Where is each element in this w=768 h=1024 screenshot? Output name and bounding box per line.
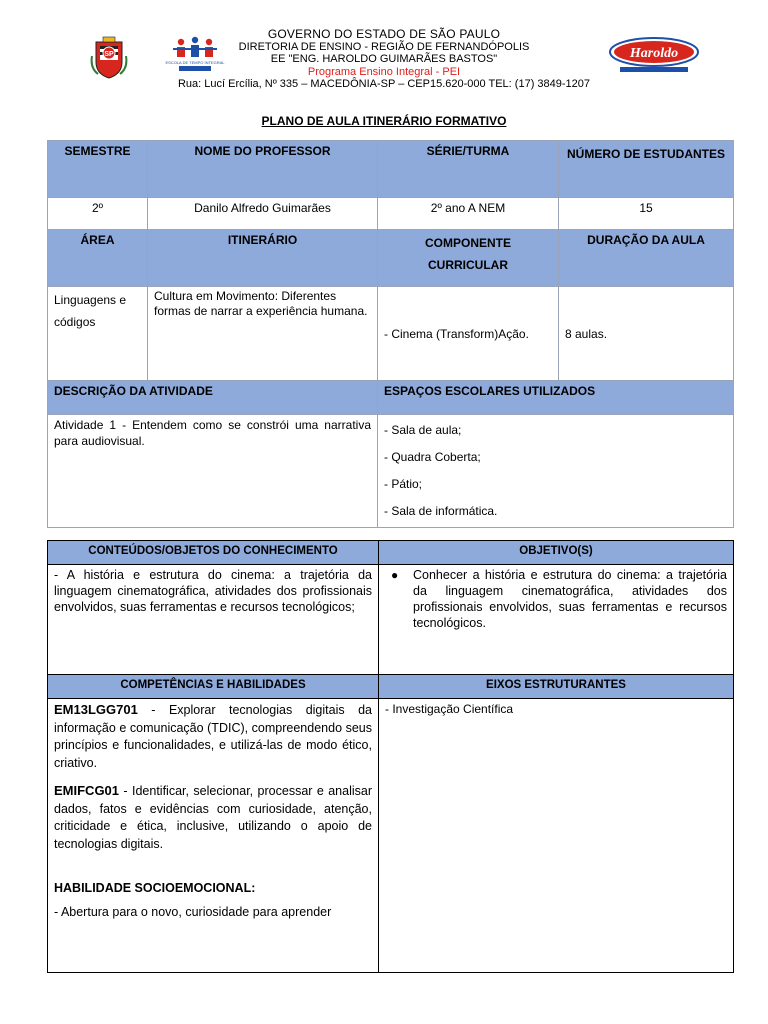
bullet-icon: ●	[391, 568, 399, 582]
haroldo-school-logo	[608, 36, 700, 76]
cell-serie: 2º ano A NEM	[378, 198, 559, 230]
header-semestre: SEMESTRE	[48, 141, 148, 198]
competencia-2-code: EMIFCG01	[54, 783, 120, 798]
sao-paulo-coat-of-arms-logo	[90, 36, 128, 80]
cell-objetivos	[379, 565, 734, 675]
diretoria-name: DIRETORIA DE ENSINO - REGIÃO DE FERNANDÓPOLIS	[238, 40, 530, 53]
program-name: Programa Ensino Integral - PEI	[307, 65, 461, 78]
header-espacos: ESPAÇOS ESCOLARES UTILIZADOS	[378, 381, 734, 415]
header-numero: NÚMERO DE ESTUDANTES	[559, 141, 734, 198]
document-header	[0, 28, 768, 106]
header-conteudos: CONTEÚDOS/OBJETOS DO CONHECIMENTO	[48, 541, 379, 565]
espaco-item: - Sala de informática.	[384, 504, 498, 518]
objective-list-item	[385, 567, 727, 631]
school-name: EE "ENG. HAROLDO GUIMARÃES BASTOS"	[270, 53, 498, 65]
header-componente: COMPONENTE CURRICULAR	[378, 230, 559, 287]
cell-professor: Danilo Alfredo Guimarães	[148, 198, 378, 230]
espaco-item: - Quadra Coberta;	[384, 450, 481, 464]
cell-itinerario: Cultura em Movimento: Diferentes formas de narrar a experiência humana.	[148, 287, 378, 381]
competencia-1-text: - Explorar tecnologias digitais da informação e comunicação (TDIC), compreendendo seus princípios e funcionalidades, e utilizá-las de modo ético, criativo.	[54, 703, 372, 770]
competencia-2-text: - Identificar, selecionar, processar e analisar dados, fatos e evidências com curiosidade, atenção, criticidade e ética, inclusive, utilizando o apoio de tecnologias digitais.	[54, 784, 372, 851]
header-text-block	[150, 28, 618, 91]
competencia-1-code: EM13LGG701	[54, 702, 138, 717]
espaco-item: - Pátio;	[384, 477, 423, 491]
cell-eixos: - Investigação Científica	[379, 699, 734, 973]
content-objectives-table	[47, 540, 734, 973]
header-descricao: DESCRIÇÃO DA ATIVIDADE	[48, 381, 378, 415]
header-eixos: EIXOS ESTRUTURANTES	[379, 675, 734, 699]
espaco-item: - Sala de aula;	[384, 423, 462, 437]
cell-duracao: 8 aulas.	[559, 287, 734, 381]
header-duracao: DURAÇÃO DA AULA	[559, 230, 734, 287]
cell-numero: 15	[559, 198, 734, 230]
socioemocional-heading: HABILIDADE SOCIOEMOCIONAL:	[54, 881, 256, 895]
school-address: Rua: Lucí Ercília, Nº 335 – MACEDÔNIA-SP – CEP15.620-000 TEL: (17) 3849-1207	[177, 78, 591, 90]
plan-info-table	[47, 140, 734, 528]
page-title: PLANO DE AULA ITINERÁRIO FORMATIVO	[261, 114, 507, 128]
socioemocional-text: - Abertura para o novo, curiosidade para aprender	[54, 904, 332, 919]
integral-logo-text: ESCOLA DE TEMPO INTEGRAL	[165, 60, 225, 65]
objective-text: Conhecer a história e estrutura do cinema: a trajetória da linguagem cinematográfica, atividades dos profissionais envolvidos, suas ferramentas e recursos tecnológicos.	[413, 568, 727, 630]
competencia-2	[54, 782, 372, 853]
cell-espacos	[378, 415, 734, 528]
cell-area: Linguagens e códigos	[48, 287, 148, 381]
header-serie: SÉRIE/TURMA	[378, 141, 559, 198]
sp-logo-text: SP	[104, 51, 114, 58]
government-name: GOVERNO DO ESTADO DE SÃO PAULO	[267, 27, 501, 41]
cell-conteudos: - A história e estrutura do cinema: a trajetória da linguagem cinematográfica, atividades dos profissionais envolvidos, suas ferramentas e recursos tecnológicos;	[48, 565, 379, 675]
header-professor: NOME DO PROFESSOR	[148, 141, 378, 198]
header-competencias: COMPETÊNCIAS E HABILIDADES	[48, 675, 379, 699]
cell-semestre: 2º	[48, 198, 148, 230]
header-itinerario: ITINERÁRIO	[148, 230, 378, 287]
cell-competencias	[48, 699, 379, 973]
cell-descricao: Atividade 1 - Entendem como se constrói uma narrativa para audiovisual.	[48, 415, 378, 528]
header-area: ÁREA	[48, 230, 148, 287]
cell-componente: - Cinema (Transform)Ação.	[378, 287, 559, 381]
haroldo-logo-text: Haroldo	[629, 46, 679, 61]
header-objetivos: OBJETIVO(S)	[379, 541, 734, 565]
competencia-1	[54, 701, 372, 772]
